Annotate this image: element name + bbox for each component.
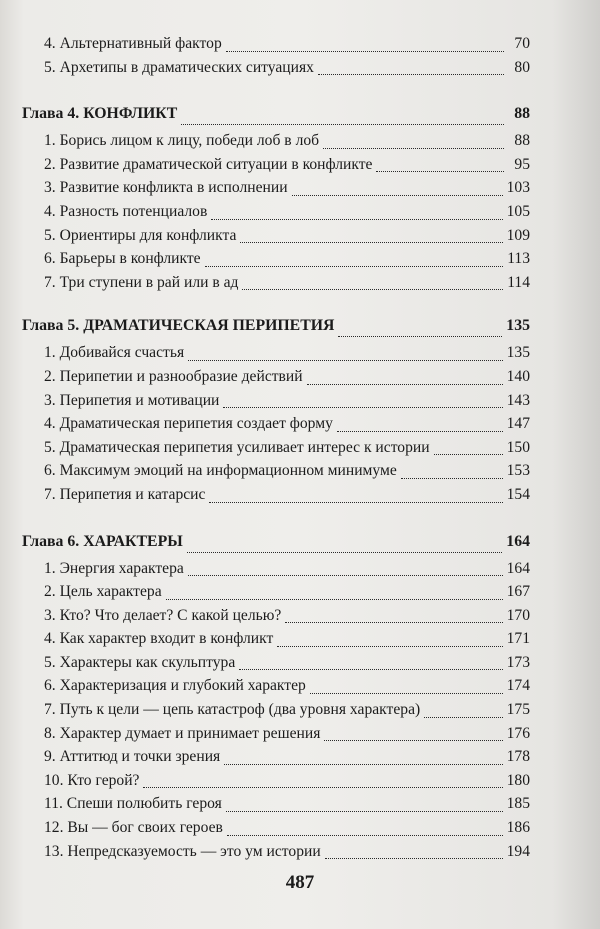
toc-entry-page: 153 [506, 462, 530, 480]
toc-entry-title: 8. Характер думает и принимает решения [44, 724, 321, 742]
dot-leader [181, 99, 504, 129]
chapter-page: 135 [506, 317, 530, 335]
toc-entry-page: 185 [506, 795, 530, 813]
toc-entry [22, 389, 530, 413]
toc-entry-title: 9. Аттитюд и точки зрения [44, 748, 221, 766]
chapter-title: Глава 5. ДРАМАТИЧЕСКАЯ ПЕРИПЕТИЯ [22, 317, 335, 335]
dot-leader [166, 580, 503, 604]
toc-entry-title: 3. Перипетия и мотивации [44, 391, 220, 409]
toc-entry [22, 436, 530, 460]
toc-entry-page: 70 [514, 35, 530, 52]
toc-entry [22, 722, 530, 746]
toc-entry-title: 5. Ориентиры для конфликта [44, 226, 237, 244]
dot-leader [310, 674, 503, 698]
dot-leader [240, 224, 502, 248]
toc-entry [22, 604, 530, 628]
toc-entry-page: 103 [506, 179, 530, 197]
toc-entry-page: 186 [506, 819, 530, 837]
toc-entry-page: 180 [506, 771, 530, 789]
toc-entry [22, 271, 530, 295]
toc-entry-page: 109 [506, 226, 530, 244]
toc-entry [22, 247, 530, 271]
dot-leader [242, 271, 503, 295]
dot-leader [376, 153, 504, 177]
chapter-title: Глава 6. ХАРАКТЕРЫ [22, 532, 183, 550]
toc-entry-title: 12. Вы — бог своих героев [44, 819, 223, 837]
toc-entry [22, 176, 530, 200]
toc-entry-page: 194 [506, 842, 530, 860]
dot-leader [188, 341, 502, 365]
dot-leader [338, 311, 502, 341]
toc-entry-title: 5. Архетипы в драматических ситуациях [44, 58, 314, 76]
toc-entry-page: 143 [506, 391, 530, 409]
chapter-page: 88 [514, 105, 530, 123]
toc-entry-title: 1. Борись лицом к лицу, победи лоб в лоб [44, 132, 320, 150]
toc-entry-page: 80 [514, 58, 530, 76]
toc-entry [22, 459, 530, 483]
toc-entry-page: 171 [506, 630, 530, 648]
dot-leader [292, 176, 503, 200]
toc-entry-page: 105 [506, 202, 530, 220]
toc-entry-title: 6. Характеризация и глубокий характер [44, 677, 306, 695]
dot-leader [424, 698, 502, 722]
toc-entry-title: 1. Добивайся счастья [44, 344, 185, 362]
toc-entry [22, 651, 530, 675]
toc-entry-title: 3. Развитие конфликта в исполнении [44, 179, 288, 197]
toc-entry [22, 32, 530, 56]
dot-leader [227, 816, 503, 840]
dot-leader [187, 527, 503, 557]
toc-entry [22, 224, 530, 248]
toc-entry-page: 164 [506, 559, 530, 577]
toc-entry-page: 170 [506, 606, 530, 624]
dot-leader [205, 247, 504, 271]
toc-entry [22, 698, 530, 722]
toc-entry [22, 341, 530, 365]
page-number: 487 [285, 872, 315, 893]
dot-leader [239, 651, 502, 675]
toc-entry-page: 114 [507, 273, 530, 291]
toc-entry-page: 113 [507, 250, 530, 268]
toc-entry-page: 150 [506, 438, 530, 456]
toc-entry-title: 6. Барьеры в конфликте [44, 250, 201, 268]
toc-entry-title: 3. Кто? Что делает? С какой целью? [44, 606, 282, 624]
toc-entry-page: 178 [506, 748, 530, 766]
toc-entry-page: 154 [506, 485, 530, 503]
dot-leader [226, 792, 503, 816]
toc-entry-title: 6. Максимум эмоций на информационном минимуме [44, 462, 397, 480]
dot-leader [209, 483, 502, 507]
dot-leader [188, 557, 503, 581]
chapter-heading [22, 99, 530, 129]
dot-leader [324, 722, 502, 746]
toc-entry-title: 2. Развитие драматической ситуации в конфликте [44, 155, 373, 173]
chapter-page: 164 [506, 532, 530, 550]
dot-leader [318, 56, 504, 80]
toc-entry [22, 580, 530, 604]
toc-entry-page: 174 [506, 677, 530, 695]
dot-leader [224, 745, 502, 769]
toc-entry-title: 1. Энергия характера [44, 559, 184, 577]
toc-entry-page: 88 [514, 132, 530, 150]
toc-entry [22, 365, 530, 389]
toc-entry-page: 95 [514, 155, 530, 173]
toc-entry-title: 7. Путь к цели — цепь катастроф (два уровня характера) [44, 701, 421, 719]
toc-entry [22, 627, 530, 651]
toc-entry-title: 7. Перипетия и катарсис [44, 485, 206, 503]
toc-entry-title: 5. Характеры как скульптура [44, 653, 236, 671]
dot-leader [285, 604, 502, 628]
dot-leader [323, 129, 504, 153]
toc-entry-title: 2. Перипетии и разнообразие действий [44, 367, 303, 385]
toc-entry [22, 840, 530, 864]
toc-entry-title: 11. Спеши полюбить героя [44, 795, 222, 813]
toc-entry [22, 412, 530, 436]
toc-entry [22, 745, 530, 769]
toc-entry-title: 4. Разность потенциалов [44, 202, 208, 220]
toc-entry-title: 2. Цель характера [44, 583, 162, 601]
dot-leader [337, 412, 503, 436]
toc-entry [22, 792, 530, 816]
toc-entry-page: 147 [506, 415, 530, 433]
toc-entry-title: 10. Кто герой? [44, 771, 140, 789]
toc-entry [22, 129, 530, 153]
toc-entry-page: 175 [506, 701, 530, 719]
toc-entry-page: 176 [506, 724, 530, 742]
toc-entry [22, 674, 530, 698]
toc-entry [22, 153, 530, 177]
toc-entry-title: 13. Непредсказуемость — это ум истории [44, 842, 321, 860]
dot-leader [434, 436, 503, 460]
toc-entry-title: 5. Драматическая перипетия усиливает интерес к истории [44, 438, 430, 456]
chapter-heading [22, 311, 530, 341]
table-of-contents [22, 32, 530, 863]
dot-leader [277, 627, 502, 651]
dot-leader [226, 32, 504, 56]
toc-entry [22, 483, 530, 507]
dot-leader [211, 200, 502, 224]
toc-entry-page: 167 [506, 583, 530, 601]
toc-entry-title: 4. Как характер входит в конфликт [44, 630, 274, 648]
dot-leader [307, 365, 503, 389]
toc-entry-title: 4. Альтернативный фактор [44, 35, 222, 52]
toc-entry-page: 140 [506, 367, 530, 385]
toc-entry [22, 769, 530, 793]
toc-entry [22, 56, 530, 80]
toc-entry-page: 135 [506, 344, 530, 362]
toc-entry [22, 816, 530, 840]
toc-entry-title: 4. Драматическая перипетия создает форму [44, 415, 333, 433]
dot-leader [401, 459, 503, 483]
dot-leader [325, 840, 503, 864]
toc-entry [22, 557, 530, 581]
dot-leader [223, 389, 502, 413]
toc-entry [22, 200, 530, 224]
chapter-heading [22, 527, 530, 557]
toc-entry-page: 173 [506, 653, 530, 671]
chapter-title: Глава 4. КОНФЛИКТ [22, 105, 178, 123]
toc-entry-title: 7. Три ступени в рай или в ад [44, 273, 239, 291]
dot-leader [143, 769, 502, 793]
